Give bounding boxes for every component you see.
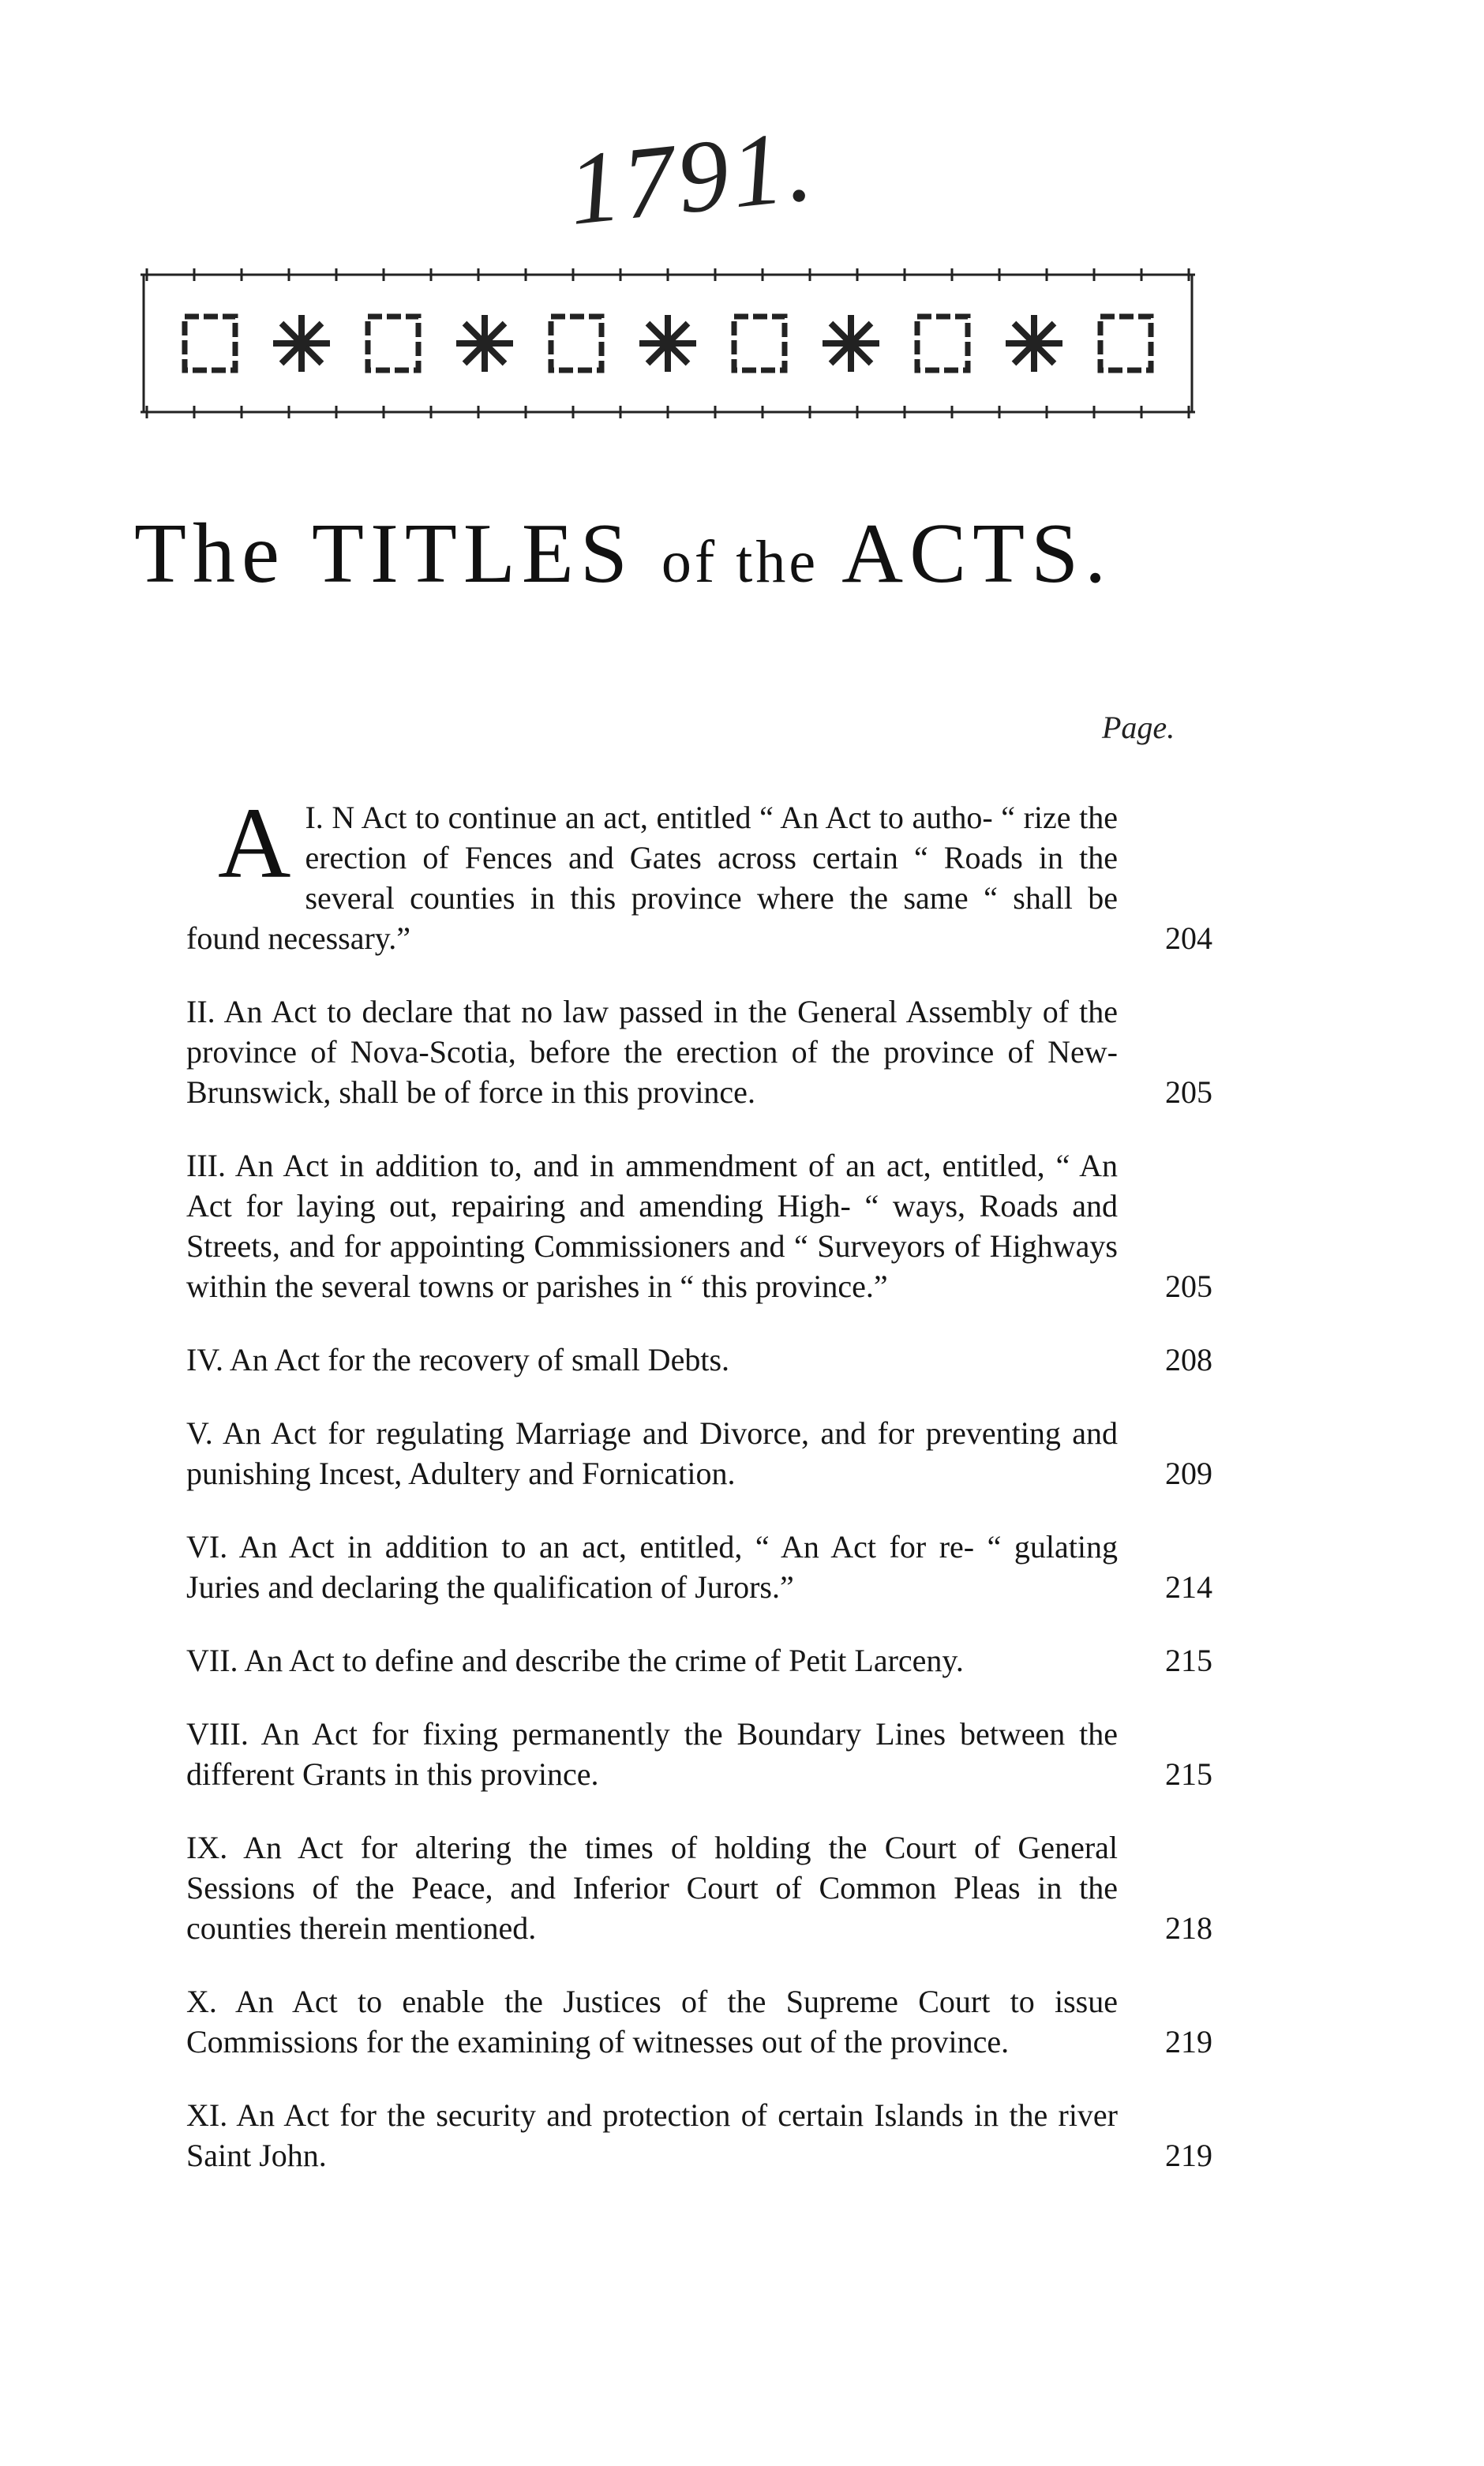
ornament-cross (661, 406, 674, 418)
ornament-cross (425, 406, 437, 418)
act-page-number: 214 (1165, 1569, 1212, 1605)
ornament-star-center (294, 336, 309, 350)
ornament-cross (851, 268, 864, 281)
ornament-cross (1040, 268, 1053, 281)
ornament-cross (330, 406, 343, 418)
ornament-cross (1088, 406, 1100, 418)
ornament-cross (425, 268, 437, 281)
title-word-the: The (134, 507, 286, 601)
ornament-cross (141, 406, 153, 418)
act-number: VIII. (186, 1716, 249, 1752)
act-page-number: 209 (1165, 1456, 1212, 1491)
act-page-number: 208 (1165, 1342, 1212, 1377)
act-number: II. (186, 994, 215, 1029)
ornamental-border (139, 260, 1197, 426)
ornament-cross (567, 268, 579, 281)
ornament-frame (917, 317, 968, 370)
act-entry (186, 1640, 1212, 1681)
ornament-cross (946, 406, 958, 418)
ornament-frame (551, 317, 601, 370)
ornament-cross (188, 268, 200, 281)
act-number: I. (305, 800, 324, 835)
ornament-cross (283, 268, 295, 281)
act-entry (186, 1981, 1212, 2062)
act-page-number: 205 (1165, 1269, 1212, 1304)
ornament-frame (734, 317, 785, 370)
act-title: An Act to enable the Justices of the Supreme Court to issue Commissions for the examining of witnesses out of the province. (186, 1984, 1119, 2059)
act-page-number: 204 (1165, 920, 1212, 956)
act-number: X. (186, 1984, 217, 2019)
ornament-cross (235, 406, 248, 418)
ornament-cross (898, 268, 911, 281)
ornament-star-center (478, 336, 492, 350)
act-number: V. (186, 1415, 213, 1451)
ornament-frame (368, 317, 418, 370)
ornament-cross (756, 406, 769, 418)
ornament-cross (661, 268, 674, 281)
acts-list (186, 787, 1212, 2209)
ornament-cross (1135, 268, 1148, 281)
title-word-acts: ACTS. (841, 507, 1113, 601)
page-title (134, 505, 1239, 603)
ornament-cross (804, 406, 816, 418)
ornament-cross (377, 268, 390, 281)
act-number: VI. (186, 1529, 228, 1565)
ornament-cross (377, 406, 390, 418)
ornament-cross (946, 268, 958, 281)
act-page-number: 219 (1165, 2138, 1212, 2173)
ornament-cross (993, 268, 1006, 281)
act-title: An Act to define and describe the crime of Petit Larceny. (244, 1643, 964, 1678)
ornament-cross (141, 268, 153, 281)
ornament-star-center (844, 336, 858, 350)
ornament-cross (1182, 268, 1195, 281)
act-entry (186, 1145, 1212, 1306)
ornament-cross (614, 268, 627, 281)
ornament-cross (472, 268, 485, 281)
act-page-number: 215 (1165, 1643, 1212, 1678)
ornament-cross (567, 406, 579, 418)
ornament-cross (472, 406, 485, 418)
ornament-frame (185, 317, 235, 370)
ornament-cross (330, 268, 343, 281)
ornament-cross (804, 268, 816, 281)
act-number: VII. (186, 1643, 238, 1678)
act-title: An Act for fixing permanently the Boundary Lines between the different Grants in this province. (186, 1716, 1118, 1792)
act-page-number: 218 (1165, 1910, 1212, 1946)
act-title: N Act to continue an act, entitled “ An Act to autho- “ rize the erection of Fences and Gates across certain “ Roads in the several counties in this province where the same “ shall be found necessary.” (186, 800, 1119, 956)
ornament-star-center (661, 336, 675, 350)
ornament-cross (519, 268, 532, 281)
ornament-cross (235, 268, 248, 281)
title-word-titles: TITLES (311, 507, 634, 601)
act-entry (186, 1714, 1212, 1794)
act-title: An Act in addition to an act, entitled, “ An Act for re- “ gulating Juries and declaring the qualification of Jurors.” (186, 1529, 1119, 1605)
ornament-cross (519, 406, 532, 418)
act-title: An Act for the recovery of small Debts. (229, 1342, 730, 1377)
ornament-cross (614, 406, 627, 418)
ornament-cross (1182, 406, 1195, 418)
act-entry (186, 991, 1212, 1112)
act-entry (186, 2095, 1212, 2176)
ornament-cross (1088, 268, 1100, 281)
drop-cap: A (218, 787, 291, 899)
ornament-cross (993, 406, 1006, 418)
act-entry (186, 1527, 1212, 1607)
page-column-label: Page. (1102, 710, 1175, 745)
act-title: An Act in addition to, and in ammendment of an act, entitled, “ An Act for laying out, repairing and amending High- “ ways, Roads and Streets, and for appointing Commissioners and “ Surveyors of Highways within the several towns or parishes in “ this province.” (186, 1148, 1118, 1304)
ornament-cross (1135, 406, 1148, 418)
act-title: An Act for the security and protection of certain Islands in the river Saint John. (186, 2097, 1119, 2173)
act-entry (186, 1413, 1212, 1493)
act-number: III. (186, 1148, 226, 1183)
ornament-cross (851, 406, 864, 418)
ornament-cross (898, 406, 911, 418)
act-title: An Act to declare that no law passed in the General Assembly of the province of Nova-Scotia, before the erection of the province of New-Brunswick, shall be of force in this province. (186, 994, 1118, 1110)
handwritten-year: 1791. (563, 108, 821, 247)
ornament-cross (709, 268, 721, 281)
act-page-number: 215 (1165, 1756, 1212, 1792)
ornament-cross (709, 406, 721, 418)
act-number: XI. (186, 2097, 228, 2133)
act-page-number: 205 (1165, 1074, 1212, 1110)
ornament-cross (1040, 406, 1053, 418)
act-entry (186, 1340, 1212, 1380)
ornament-cross (188, 406, 200, 418)
act-page-number: 219 (1165, 2024, 1212, 2059)
act-title: An Act for regulating Marriage and Divorce, and for preventing and punishing Incest, Adultery and Fornication. (186, 1415, 1119, 1491)
act-title: An Act for altering the times of holding the Court of General Sessions of the Peace, and Inferior Court of Common Pleas in the counties therein mentioned. (186, 1830, 1119, 1946)
title-word-of-the: of the (661, 529, 819, 595)
act-number: IV. (186, 1342, 224, 1377)
act-entry (186, 1827, 1212, 1948)
act-entry (186, 787, 1212, 958)
ornament-frame (1100, 317, 1151, 370)
act-number: IX. (186, 1830, 228, 1865)
ornament-cross (283, 406, 295, 418)
ornament-star-center (1027, 336, 1041, 350)
ornament-cross (756, 268, 769, 281)
